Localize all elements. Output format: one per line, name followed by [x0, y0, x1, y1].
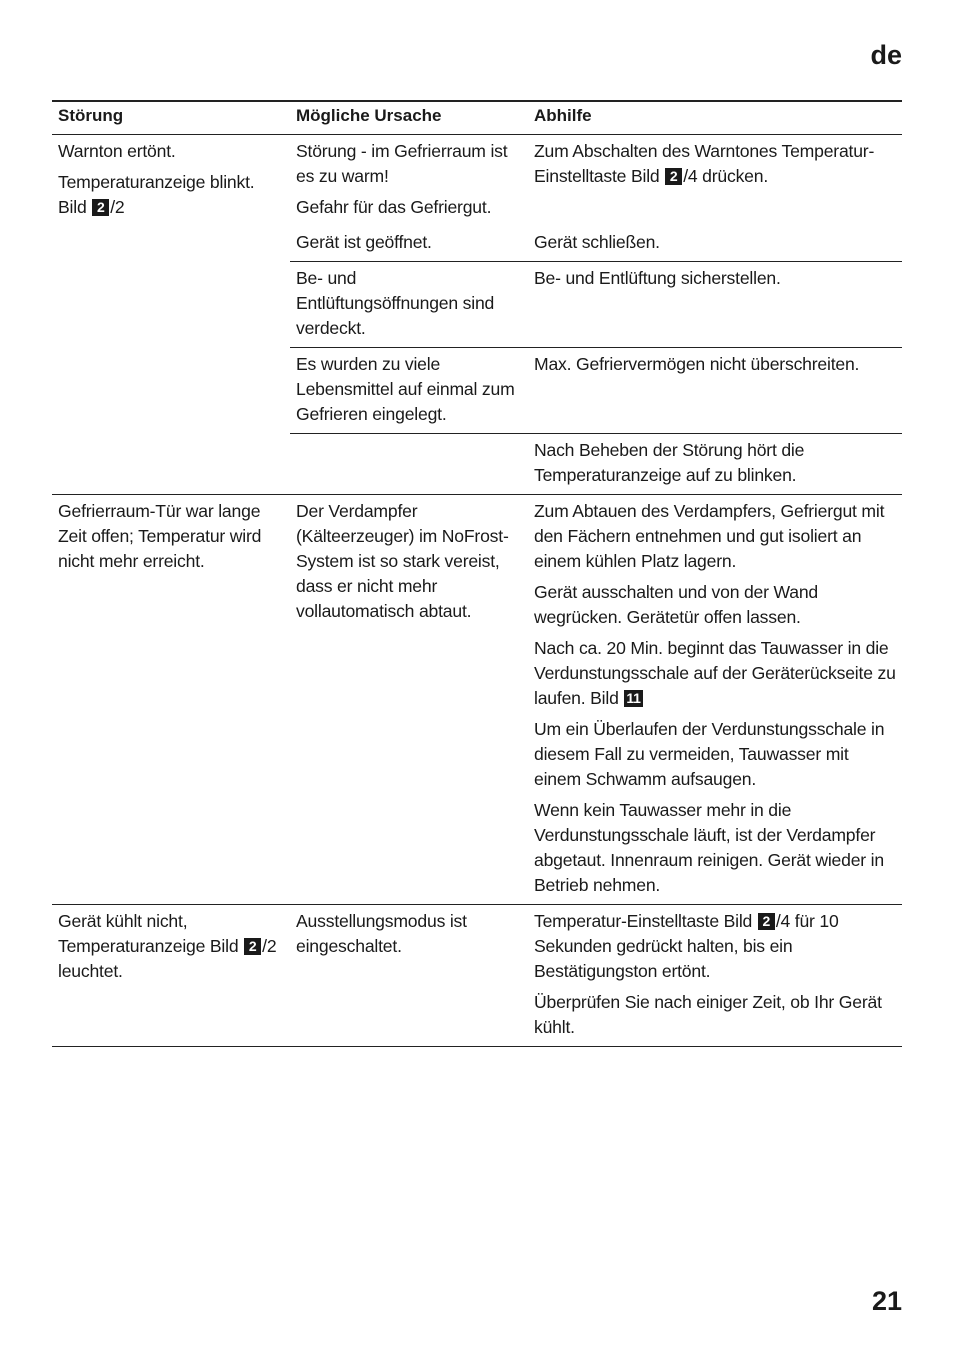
abhilfe-text: Nach ca. 20 Min. beginnt das Tauwasser in die Verdunstungsschale auf der Geräterückseite zu laufen. Bild 11	[534, 638, 896, 708]
ursache-cell: Gerät ist geöffnet.	[290, 226, 528, 262]
stoerung-cell	[52, 135, 290, 495]
abhilfe-cell	[528, 135, 902, 227]
stoerung-text: Gerät kühlt nicht, Temperaturanzeige Bild 2 /2 leuchtet.	[58, 911, 277, 981]
stoerung-cell: Gefrierraum-Tür war lange Zeit offen; Temperatur wird nicht mehr erreicht.	[52, 495, 290, 905]
abhilfe-text: Zum Abschalten des Warntones Temperatur-Einstelltaste Bild 2 /4 drücken.	[534, 141, 875, 186]
abhilfe-cell	[528, 495, 902, 905]
abhilfe-text: Wenn kein Tauwasser mehr in die Verdunstungsschale läuft, ist der Verdampfer abgetaut. Innenraum reinigen. Gerät wieder in Betrieb nehmen.	[534, 800, 884, 895]
ursache-cell: Es wurden zu viele Lebensmittel auf einmal zum Gefrieren eingelegt.	[290, 348, 528, 434]
abhilfe-text: Gerät ausschalten und von der Wand wegrücken. Gerätetür offen lassen.	[534, 582, 818, 627]
abhilfe-cell: Nach Beheben der Störung hört die Temperaturanzeige auf zu blinken.	[528, 434, 902, 495]
page-number: 21	[871, 1286, 902, 1316]
header-abhilfe: Abhilfe	[528, 101, 902, 135]
table-row	[52, 495, 902, 905]
stoerung-text: Warnton ertönt.	[58, 141, 176, 161]
table-row	[52, 135, 902, 227]
figure-ref-badge: 2	[244, 938, 261, 955]
troubleshooting-table	[52, 100, 902, 1047]
ursache-cell: Be- und Entlüftungsöffnungen sind verdeckt.	[290, 262, 528, 348]
ursache-text: Gefahr für das Gefriergut.	[296, 197, 492, 217]
ursache-cell: Der Verdampfer (Kälteerzeuger) im NoFrost-System ist so stark vereist, dass er nicht mehr vollautomatisch abtaut.	[290, 495, 528, 905]
abhilfe-text: Temperatur-Einstelltaste Bild 2 /4 für 10 Sekunden gedrückt halten, bis ein Bestätigungston ertönt.	[534, 911, 839, 981]
table-header-row	[52, 101, 902, 135]
stoerung-text: Temperaturanzeige blinkt. Bild 2 /2	[58, 172, 255, 217]
stoerung-cell	[52, 905, 290, 1047]
header-ursache: Mögliche Ursache	[290, 101, 528, 135]
abhilfe-text: Überprüfen Sie nach einiger Zeit, ob Ihr Gerät kühlt.	[534, 992, 882, 1037]
abhilfe-text: Zum Abtauen des Verdampfers, Gefriergut mit den Fächern entnehmen und gut isoliert an einem kühlen Platz lagern.	[534, 501, 885, 571]
language-code: de	[870, 40, 902, 70]
ursache-text: Störung - im Gefrierraum ist es zu warm!	[296, 141, 508, 186]
figure-ref-badge: 11	[626, 690, 641, 706]
abhilfe-cell: Be- und Entlüftung sicherstellen.	[528, 262, 902, 348]
ursache-cell-empty	[290, 434, 528, 495]
figure-ref-badge: 2	[665, 168, 682, 185]
header-stoerung: Störung	[52, 101, 290, 135]
abhilfe-text: Um ein Überlaufen der Verdunstungsschale in diesem Fall zu vermeiden, Tauwasser mit einem Schwamm aufsaugen.	[534, 719, 885, 789]
ursache-cell: Ausstellungsmodus ist eingeschaltet.	[290, 905, 528, 1047]
figure-ref-badge: 2	[92, 199, 109, 216]
figure-ref-badge: 2	[758, 913, 775, 930]
abhilfe-cell: Max. Gefriervermögen nicht überschreiten.	[528, 348, 902, 434]
ursache-cell	[290, 135, 528, 227]
abhilfe-cell	[528, 905, 902, 1047]
table-row	[52, 905, 902, 1047]
abhilfe-cell: Gerät schließen.	[528, 226, 902, 262]
